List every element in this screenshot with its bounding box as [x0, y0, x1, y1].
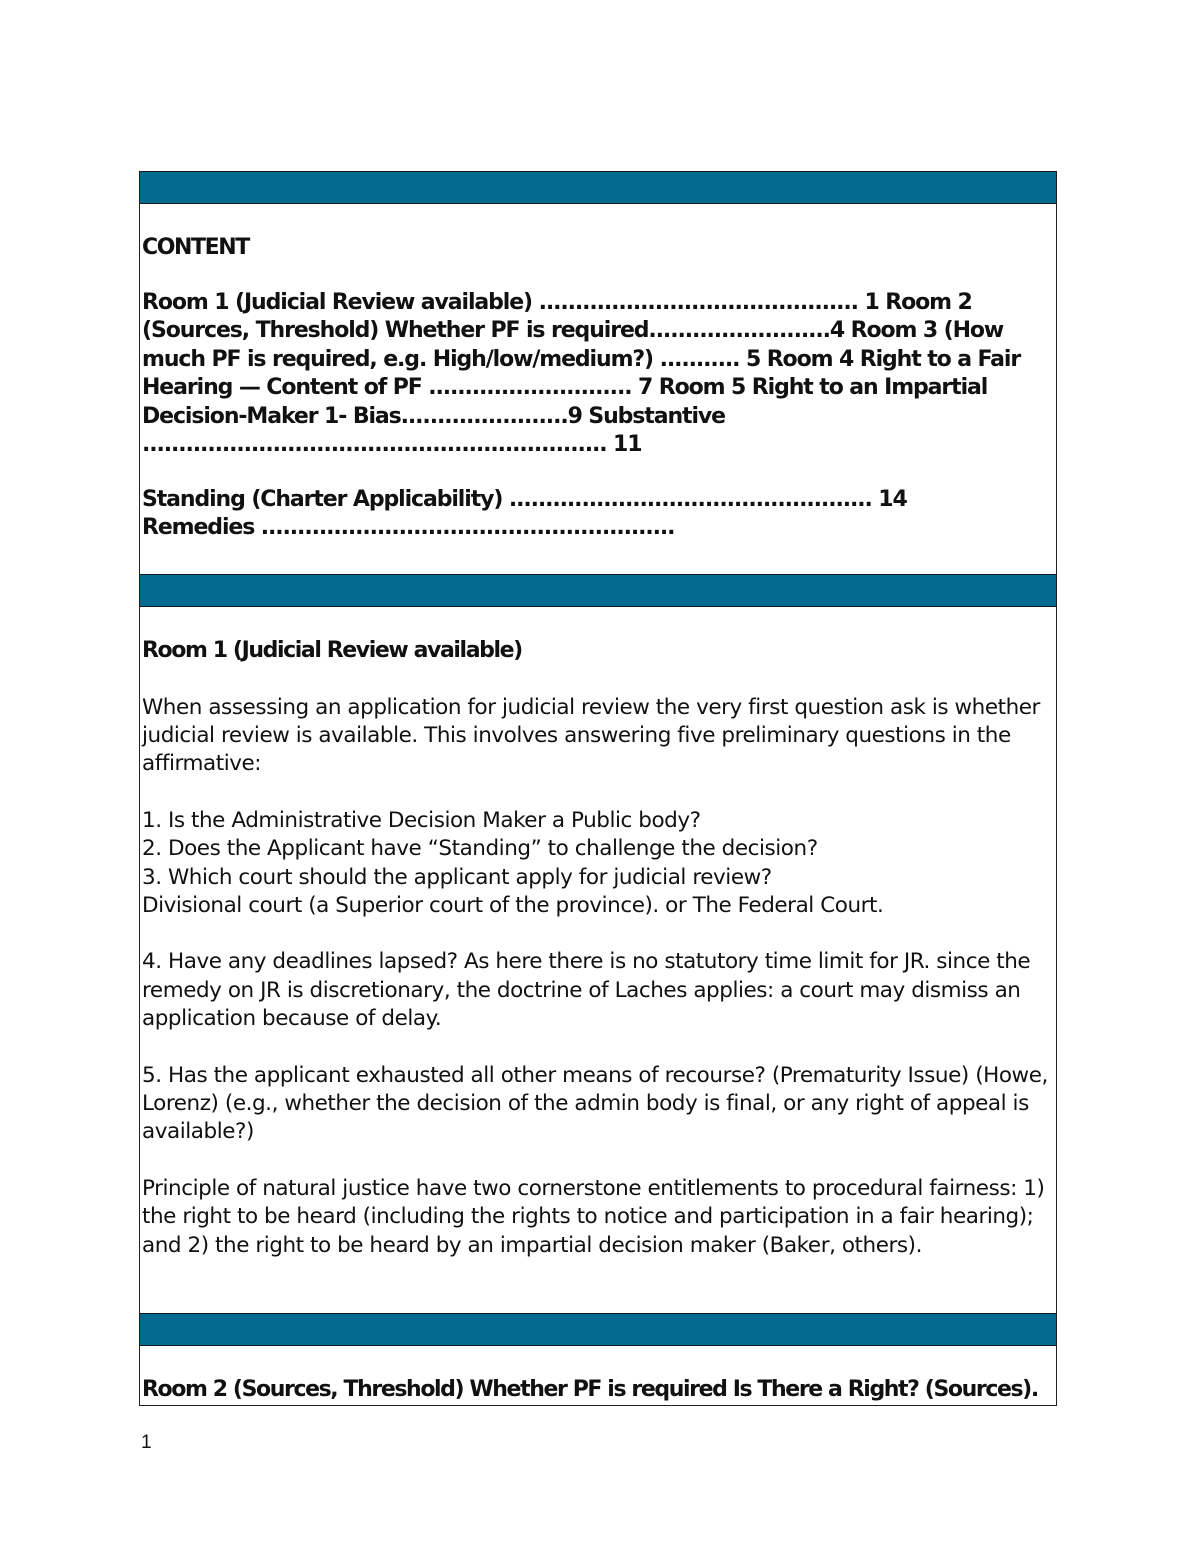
- section-header-band: [139, 171, 1057, 204]
- question-4: 4. Have any deadlines lapsed? As here there is no statutory time limit for JR. since the remedy on JR is discretionary, the doctrine of Laches applies: a court may dismiss an application because of delay.: [142, 949, 1031, 1032]
- room1-intro: When assessing an application for judicial review the very first question ask is whether judicial review is available. This involves answering five preliminary questions in the affirmative:: [142, 694, 1040, 777]
- toc-entry-standing: Standing (Charter Applicability) .................................................. 14: [142, 486, 907, 512]
- question-2: 2. Does the Applicant have “Standing” to challenge the decision?: [142, 836, 818, 862]
- table-of-contents-entries: Room 1 (Judicial Review available) ............................................ 1 Room 2 (Sources, Threshold) Whether PF is required.........................4 Room 3 (How much PF is required, e.g. High/low/medium?) ........... 5 Room 4 Right to a Fair Hearing — Content of PF ............................ 7 Room 5 Right to an Impartial Decision-Maker 1- Bias.......................9 Substantive ................................................................ 11: [142, 289, 1021, 457]
- content-title: CONTENT: [142, 235, 249, 260]
- question-3-answer: Divisional court (a Superior court of the province). or The Federal Court.: [142, 892, 884, 918]
- room1-heading: Room 1 (Judicial Review available): [142, 638, 522, 663]
- natural-justice-principle: Principle of natural justice have two cornerstone entitlements to procedural fairness: 1) the right to be heard (including the rights to notice and participation in a fair hearing); and 2) the right to be heard by an impartial decision maker (Baker, others).: [142, 1175, 1045, 1258]
- toc-entry-remedies: Remedies .........................................................: [142, 515, 675, 540]
- room2-heading: Room 2 (Sources, Threshold) Whether PF is required Is There a Right? (Sources).: [142, 1377, 1038, 1402]
- section-header-band: [139, 574, 1057, 607]
- content-cell: [139, 203, 1057, 576]
- room2-cell: [139, 1345, 1057, 1406]
- section-header-band: [139, 1313, 1057, 1346]
- question-3: 3. Which court should the applicant apply for judicial review?: [142, 864, 772, 890]
- question-1: 1. Is the Administrative Decision Maker a Public body?: [142, 807, 701, 833]
- page-number: 1: [141, 1432, 152, 1453]
- room1-cell: [139, 606, 1057, 1315]
- question-5: 5. Has the applicant exhausted all other means of recourse? (Prematurity Issue) (Howe, Lorenz) (e.g., whether the decision of the admin body is final, or any right of appeal is available?): [142, 1062, 1048, 1145]
